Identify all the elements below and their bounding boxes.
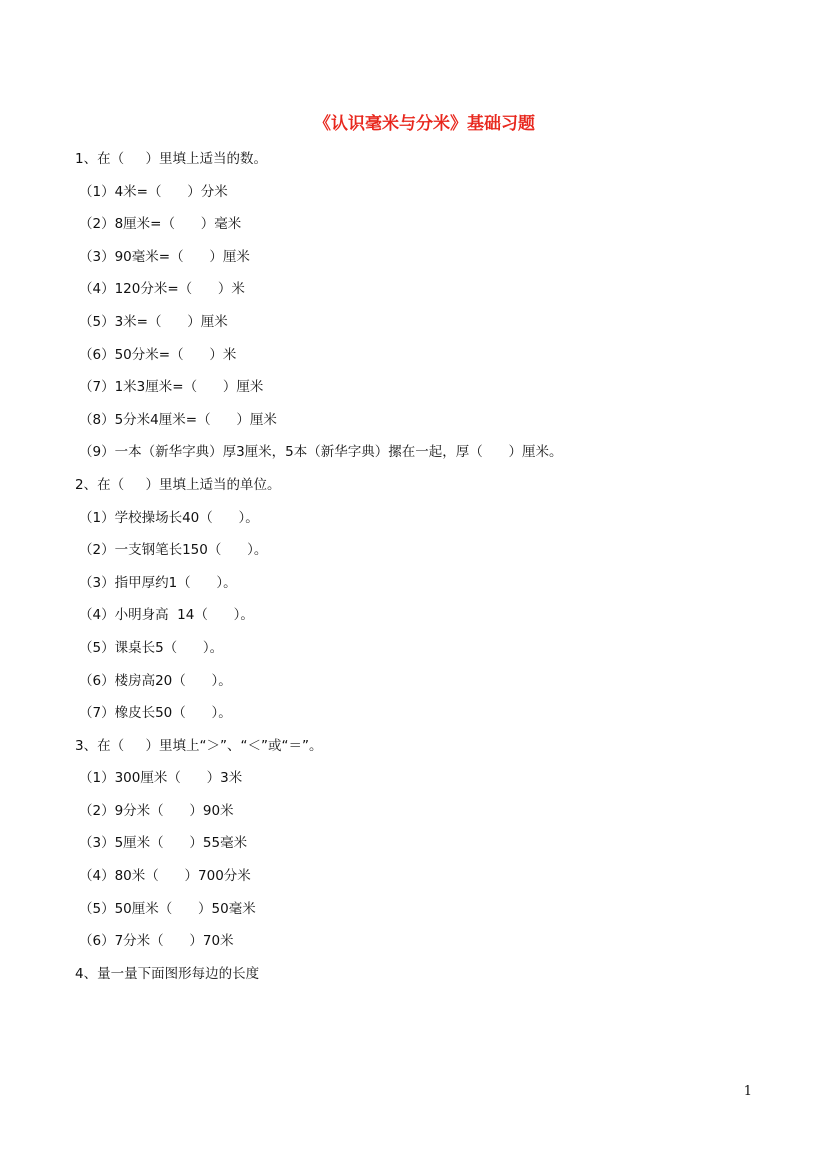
question-3-item: （3）5厘米（ ）55毫米 <box>79 835 248 852</box>
question-2-item: （5）课桌长5（ ）。 <box>79 639 224 656</box>
question-1-item: （7）1米3厘米=（ ）厘米 <box>79 379 264 396</box>
page-title: 《认识毫米与分米》基础习题 <box>314 114 535 134</box>
question-1-heading: 1、在（ ）里填上适当的数。 <box>75 151 268 167</box>
question-2-item: （7）橡皮长50（ ）。 <box>79 705 232 722</box>
question-1-item: （3）90毫米=（ ）厘米 <box>79 248 250 265</box>
question-2-item: （2）一支钢笔长150（ ）。 <box>79 542 268 559</box>
question-2-item: （1）学校操场长40（ ）。 <box>79 509 259 526</box>
question-1-item: （6）50分米=（ ）米 <box>79 346 237 363</box>
question-1-item: （9）一本（新华字典）厚3厘米，5本（新华字典）摞在一起，厚（ ）厘米。 <box>79 444 563 461</box>
question-3-item: （6）7分米（ ）70米 <box>79 933 234 950</box>
question-3-item: （2）9分米（ ）90米 <box>79 802 234 819</box>
question-3-item: （4）80米（ ）700分米 <box>79 868 251 885</box>
exercise-content <box>75 146 775 993</box>
page-number: 1 <box>743 1084 752 1099</box>
question-2-item: （6）楼房高20（ ）。 <box>79 672 232 689</box>
question-1-item: （5）3米=（ ）厘米 <box>79 313 228 330</box>
question-2-item: （4）小明身高 14（ ）。 <box>79 607 254 624</box>
question-4-heading: 4、量一量下面图形每边的长度 <box>75 965 260 982</box>
question-3-item: （5）50厘米（ ）50毫米 <box>79 900 256 917</box>
question-1-item: （1）4米=（ ）分米 <box>79 183 228 200</box>
question-1-item: （8）5分米4厘米=（ ）厘米 <box>79 411 277 428</box>
question-2-item: （3）指甲厚约1（ ）。 <box>79 574 237 591</box>
question-2-heading: 2、在（ ）里填上适当的单位。 <box>75 476 281 493</box>
question-1-item: （4）120分米=（ ）米 <box>79 281 245 298</box>
question-3-item: （1）300厘米（ ）3米 <box>79 770 243 787</box>
question-1-item: （2）8厘米=（ ）毫米 <box>79 216 242 233</box>
question-3-heading: 3、在（ ）里填上“＞”、“＜”或“＝”。 <box>75 737 323 754</box>
